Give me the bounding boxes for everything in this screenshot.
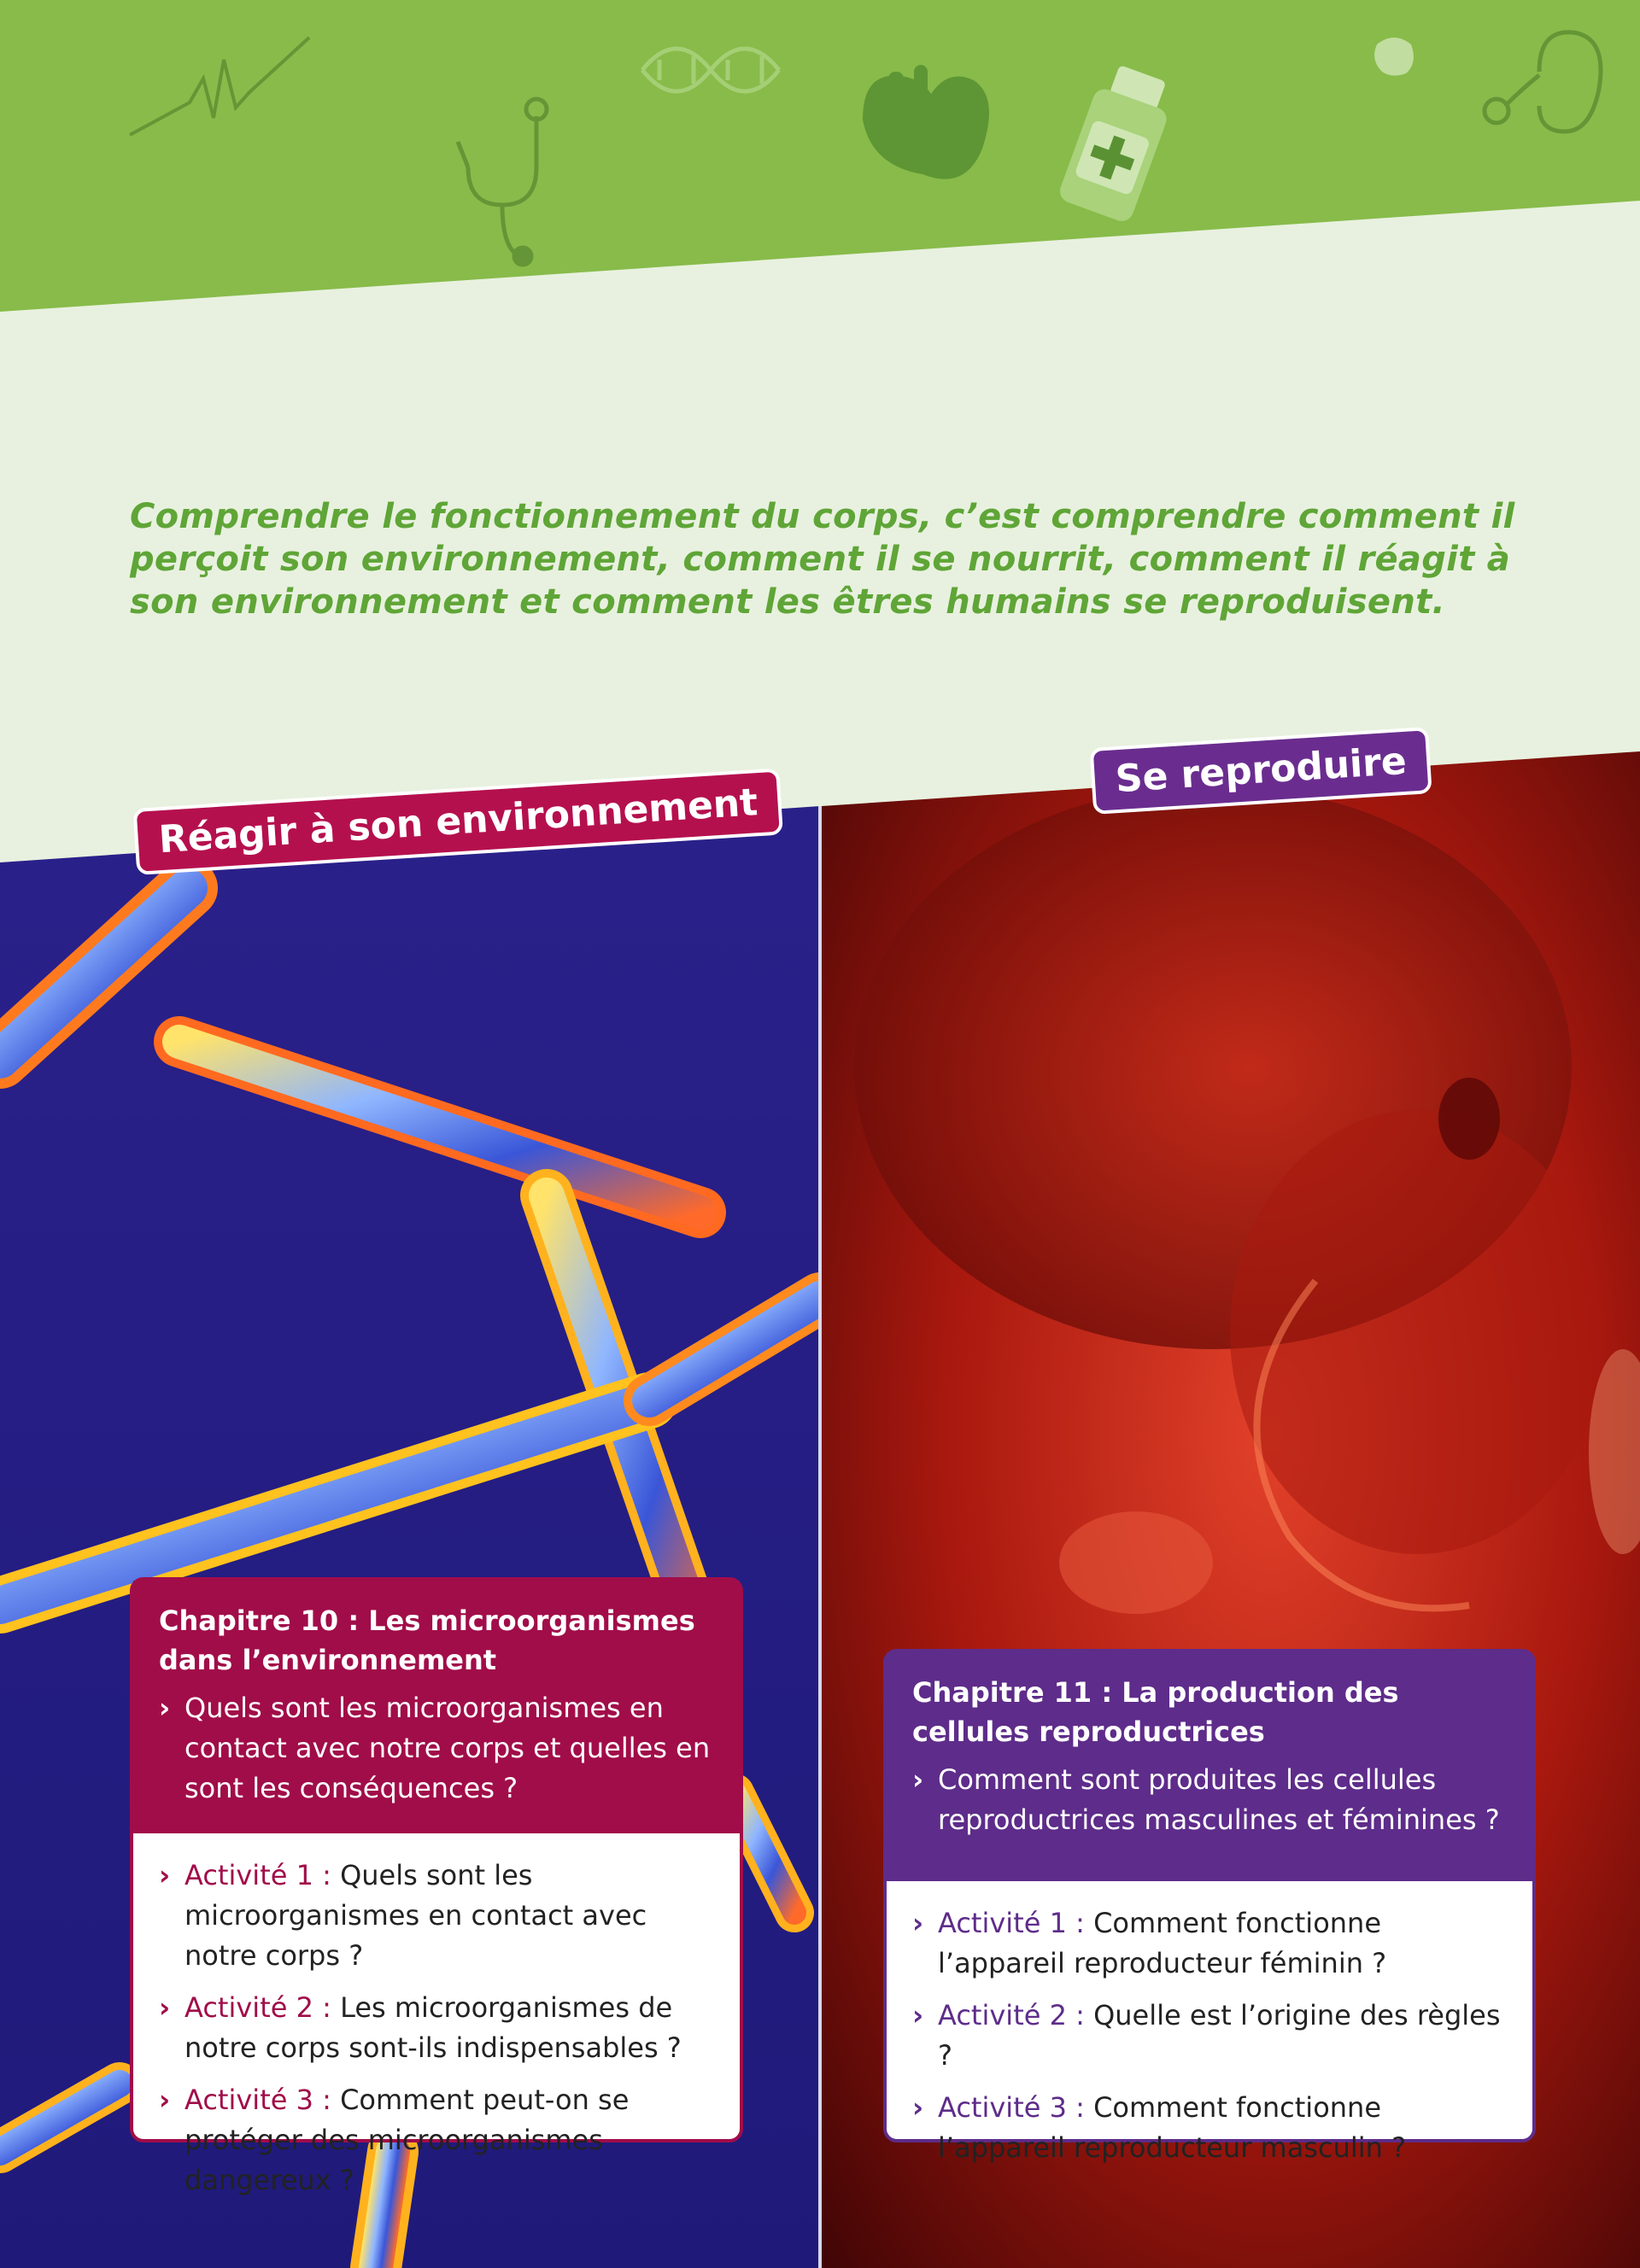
activity-list bbox=[133, 1833, 740, 2230]
intro-paragraph: Comprendre le fonctionnement du corps, c’est comprendre comment il perçoit son environnement, comment il se nourrit, comment il réagit à son environnement et comment les êtres humains se reproduisent. bbox=[130, 497, 1515, 622]
panel-divider bbox=[818, 806, 822, 2268]
chapter-card-10 bbox=[130, 1577, 743, 2196]
activity-text: Comment fonctionne l’appareil reproducteur masculin ? bbox=[938, 2091, 1407, 2164]
activity-item-2 bbox=[912, 1996, 1507, 2076]
chevron-right-icon: › bbox=[159, 1991, 171, 2024]
activity-item-3 bbox=[912, 2088, 1507, 2168]
chapter-question bbox=[159, 1688, 714, 1809]
section-tab-reagir: Réagir à son environnement bbox=[133, 768, 784, 874]
activity-label: Activité 1 : bbox=[938, 1907, 1085, 1939]
activity-label: Activité 3 : bbox=[184, 2084, 331, 2116]
activity-list bbox=[887, 1881, 1532, 2197]
activity-label: Activité 3 : bbox=[938, 2091, 1085, 2124]
activity-item-3 bbox=[159, 2080, 714, 2201]
chevron-right-icon: › bbox=[159, 2084, 171, 2116]
chevron-right-icon: › bbox=[159, 1859, 171, 1891]
activity-item-1 bbox=[912, 1903, 1507, 1984]
section-tab-reproduire: Se reproduire bbox=[1090, 727, 1432, 815]
chapter-card-header bbox=[133, 1581, 740, 1833]
chevron-right-icon: › bbox=[912, 2091, 924, 2124]
activity-text: Les microorganismes de notre corps sont-ils indispensables ? bbox=[184, 1991, 682, 2064]
activity-item-1 bbox=[159, 1856, 714, 1976]
chapter-question bbox=[912, 1760, 1507, 1840]
activity-label: Activité 2 : bbox=[184, 1991, 331, 2024]
activity-text: Comment fonctionne l’appareil reproducteur féminin ? bbox=[938, 1907, 1387, 1979]
chevron-right-icon: › bbox=[159, 1692, 171, 1724]
activity-text: Quels sont les microorganismes en contact avec notre corps ? bbox=[184, 1859, 647, 1972]
chapter-title: Chapitre 11 : La production des cellules reproductrices bbox=[912, 1676, 1399, 1748]
activity-label: Activité 2 : bbox=[938, 1999, 1085, 2031]
chapter-title: Chapitre 10 : Les microorganismes dans l’environnement bbox=[159, 1605, 695, 1676]
activity-text: Quelle est l’origine des règles ? bbox=[938, 1999, 1501, 2072]
chevron-right-icon: › bbox=[912, 1907, 924, 1939]
activity-item-2 bbox=[159, 1988, 714, 2068]
chapter-card-11 bbox=[883, 1649, 1536, 2164]
chapter-question-text: Comment sont produites les cellules reproductrices masculines et féminines ? bbox=[938, 1763, 1500, 1836]
chapter-question-text: Quels sont les microorganismes en contact avec notre corps et quelles en sont les conséquences ? bbox=[184, 1692, 711, 1804]
chapter-card-header bbox=[887, 1652, 1532, 1881]
activity-label: Activité 1 : bbox=[184, 1859, 331, 1891]
chevron-right-icon: › bbox=[912, 1763, 924, 1796]
activity-text: Comment peut-on se protéger des microorganismes dangereux ? bbox=[184, 2084, 630, 2196]
chevron-right-icon: › bbox=[912, 1999, 924, 2031]
